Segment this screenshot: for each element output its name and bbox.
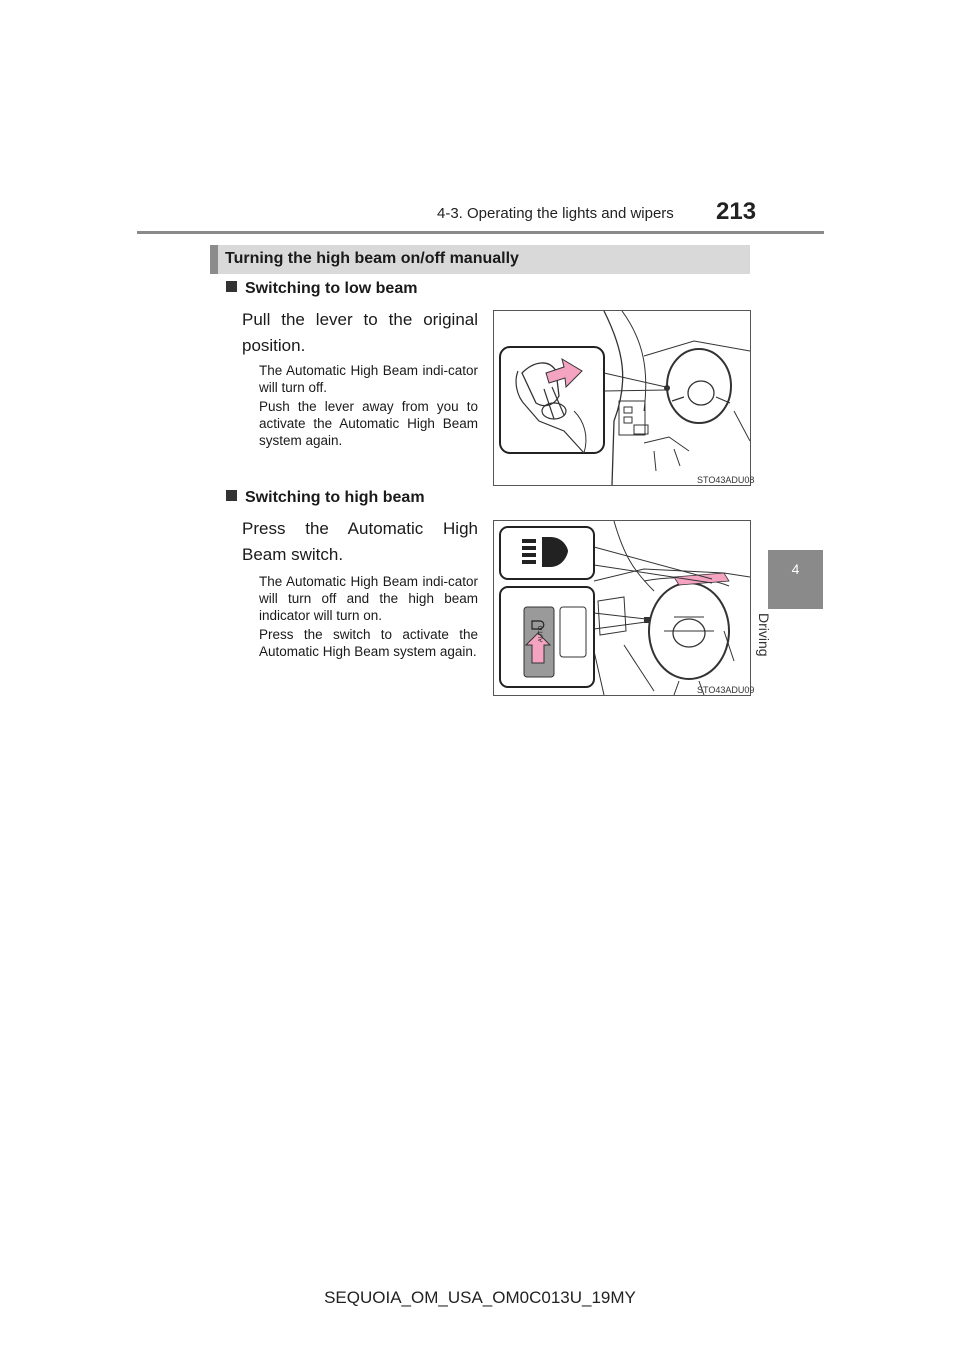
header-rule — [137, 231, 824, 234]
figure-low-beam — [493, 310, 755, 486]
note-low-beam-2: Push the lever away from you to activate the Automatic High Beam system again. — [259, 399, 478, 448]
section-title: Turning the high beam on/off manually — [225, 250, 519, 267]
note-low-beam-1: The Automatic High Beam indi-cator will turn off. — [259, 363, 478, 395]
switch-illustration — [494, 521, 750, 695]
subheading-low-beam — [226, 280, 417, 298]
chapter-tab — [768, 550, 823, 609]
square-bullet-icon — [226, 281, 237, 292]
running-header: 4-3. Operating the lights and wipers — [437, 205, 674, 222]
chapter-tab-label-text: Driving — [756, 613, 772, 657]
footer-model-code: SEQUOIA_OM_USA_OM0C013U_19MY — [324, 1288, 636, 1307]
auto-switch-label: AUTO — [538, 625, 545, 643]
subheading-high-beam — [226, 489, 425, 507]
section-title-bar — [210, 245, 750, 274]
note-high-beam-2: Press the switch to activate the Automatic High Beam system again. — [259, 627, 478, 659]
instruction-low-beam: Pull the lever to the original position. — [242, 310, 478, 355]
subheading-low-beam-text: Switching to low beam — [245, 280, 418, 297]
lever-illustration — [494, 311, 750, 485]
chapter-tab-label — [756, 613, 794, 673]
figure-label-low-beam: STO43ADU08 — [697, 475, 755, 485]
instruction-high-beam: Press the Automatic High Beam switch. — [242, 519, 478, 564]
page-number: 213 — [716, 198, 757, 225]
subheading-high-beam-text: Switching to high beam — [245, 489, 425, 506]
figure-label-high-beam: STO43ADU09 — [697, 685, 755, 695]
square-bullet-icon — [226, 490, 237, 501]
figure-high-beam — [493, 520, 755, 696]
section-title-accent — [210, 245, 218, 274]
chapter-tab-number: 4 — [791, 561, 800, 577]
note-high-beam-1: The Automatic High Beam indi-cator will turn off and the high beam indicator will turn on. — [259, 574, 478, 623]
